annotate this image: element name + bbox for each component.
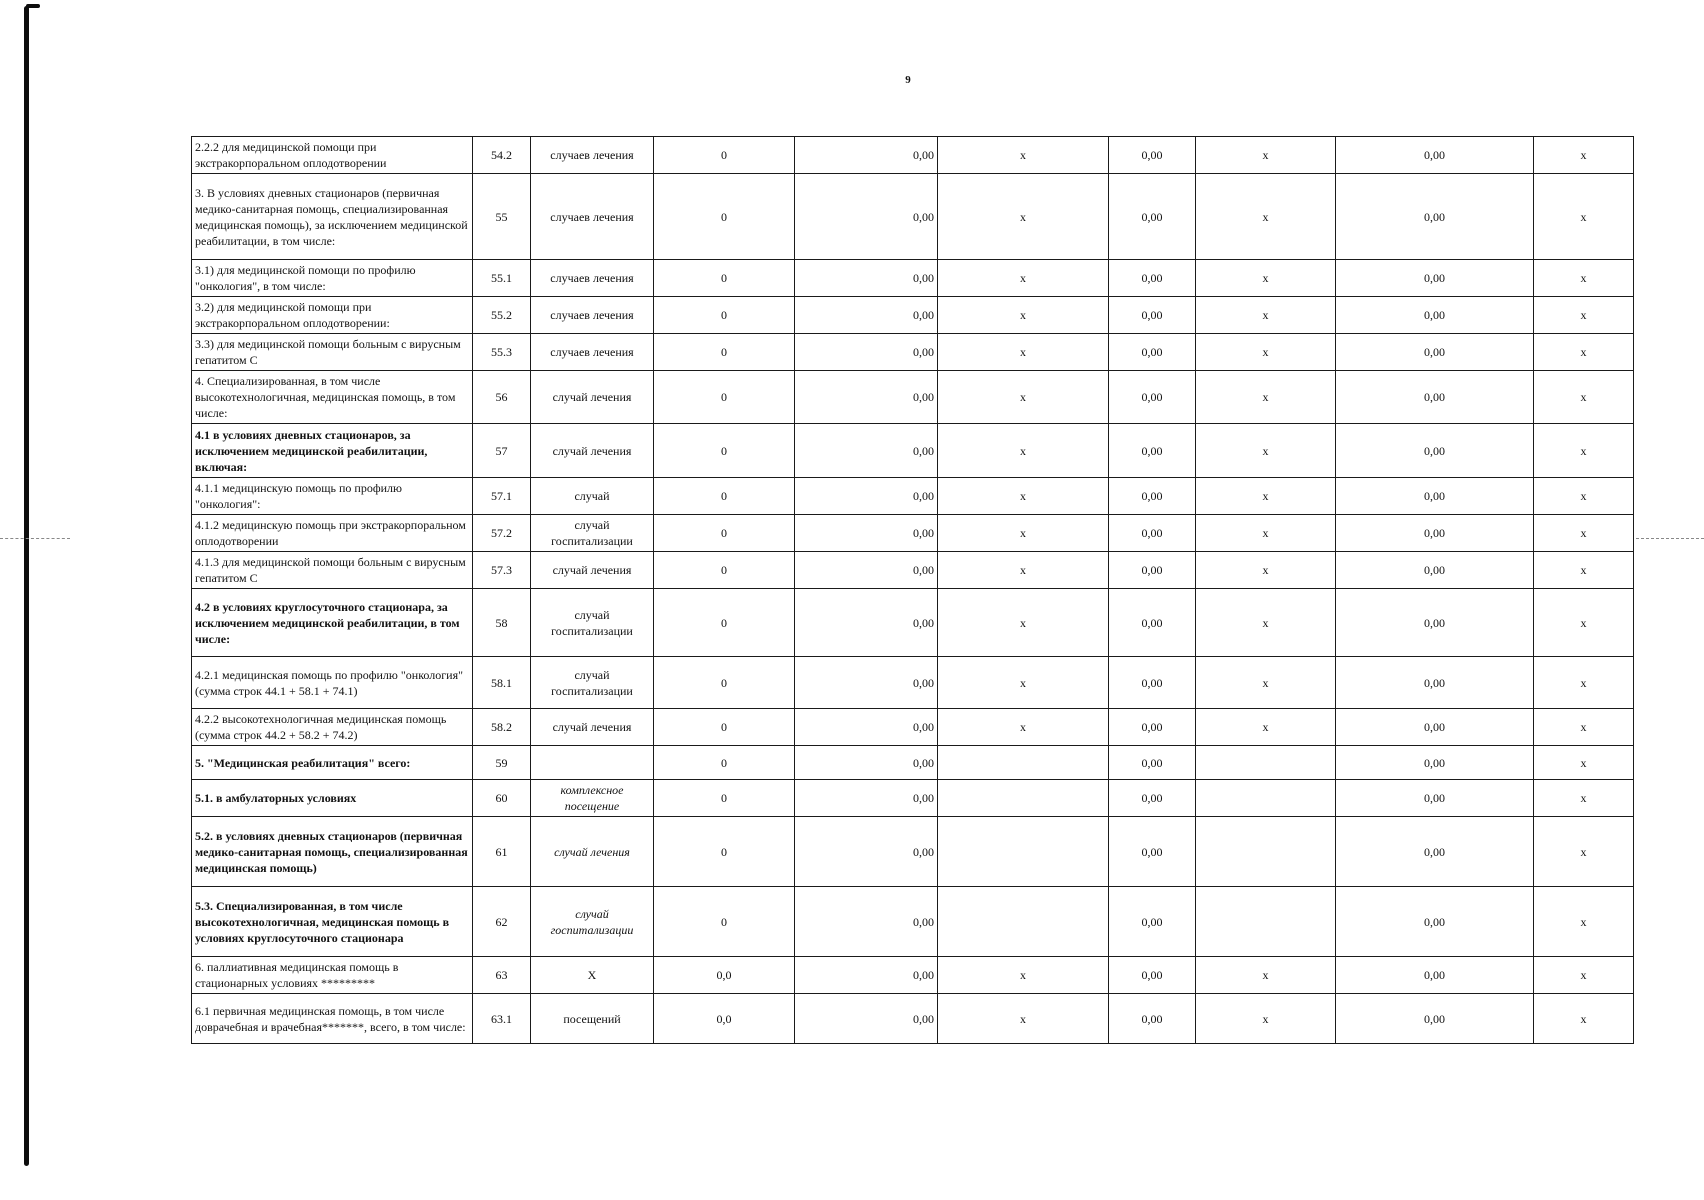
row-volume-cell: 0 <box>654 260 795 297</box>
row-cost-cell: 0,00 <box>795 371 938 424</box>
row-code-cell: 54.2 <box>473 137 531 174</box>
row-volume-cell: 0 <box>654 137 795 174</box>
row-name-cell: 4.1.3 для медицинской помощи больным с вирусным гепатитом С <box>192 552 473 589</box>
row-unit-cell: случай лечения <box>531 371 654 424</box>
row-norm-volume-cell <box>938 887 1109 957</box>
row-total-cell: 0,00 <box>1336 994 1534 1044</box>
row-value-cell: 0,00 <box>1109 887 1196 957</box>
row-name-cell: 4.2.1 медицинская помощь по профилю "онкология" (сумма строк 44.1 + 58.1 + 74.1) <box>192 657 473 709</box>
row-unit-cell: случай <box>531 478 654 515</box>
row-name-cell: 3.3) для медицинской помощи больным с вирусным гепатитом С <box>192 334 473 371</box>
row-value-cell: 0,00 <box>1109 780 1196 817</box>
row-norm-volume-cell: х <box>938 478 1109 515</box>
row-norm-volume-cell: х <box>938 371 1109 424</box>
row-norm-cost-cell: х <box>1196 260 1336 297</box>
row-total-cell: 0,00 <box>1336 478 1534 515</box>
row-share-cell: х <box>1534 817 1634 887</box>
row-share-cell: х <box>1534 334 1634 371</box>
row-value-cell: 0,00 <box>1109 260 1196 297</box>
row-value-cell: 0,00 <box>1109 957 1196 994</box>
row-norm-cost-cell: х <box>1196 334 1336 371</box>
table-row <box>192 137 1634 174</box>
row-volume-cell: 0 <box>654 334 795 371</box>
table-row <box>192 515 1634 552</box>
row-total-cell: 0,00 <box>1336 817 1534 887</box>
table-row <box>192 297 1634 334</box>
row-norm-cost-cell: х <box>1196 957 1336 994</box>
row-unit-cell: посещений <box>531 994 654 1044</box>
row-norm-cost-cell: х <box>1196 709 1336 746</box>
row-unit-cell: Х <box>531 957 654 994</box>
row-share-cell: х <box>1534 887 1634 957</box>
row-norm-volume-cell <box>938 746 1109 780</box>
row-share-cell: х <box>1534 371 1634 424</box>
row-value-cell: 0,00 <box>1109 657 1196 709</box>
row-norm-cost-cell: х <box>1196 552 1336 589</box>
row-cost-cell: 0,00 <box>795 887 938 957</box>
row-name-cell: 4.2 в условиях круглосуточного стационара, за исключением медицинской реабилитации, в том числе: <box>192 589 473 657</box>
row-unit-cell: случай лечения <box>531 709 654 746</box>
row-value-cell: 0,00 <box>1109 478 1196 515</box>
row-volume-cell: 0 <box>654 174 795 260</box>
row-cost-cell: 0,00 <box>795 297 938 334</box>
row-unit-cell: случаев лечения <box>531 260 654 297</box>
row-norm-volume-cell: х <box>938 515 1109 552</box>
row-unit-cell: случай лечения <box>531 817 654 887</box>
row-volume-cell: 0 <box>654 478 795 515</box>
row-norm-cost-cell: х <box>1196 515 1336 552</box>
row-norm-volume-cell: х <box>938 137 1109 174</box>
row-total-cell: 0,00 <box>1336 371 1534 424</box>
row-volume-cell: 0 <box>654 371 795 424</box>
table-row <box>192 780 1634 817</box>
binding-mark-top <box>26 4 40 8</box>
row-name-cell: 5. "Медицинская реабилитация" всего: <box>192 746 473 780</box>
row-norm-cost-cell <box>1196 817 1336 887</box>
row-norm-volume-cell <box>938 780 1109 817</box>
table-row <box>192 957 1634 994</box>
row-value-cell: 0,00 <box>1109 552 1196 589</box>
row-cost-cell: 0,00 <box>795 957 938 994</box>
row-name-cell: 5.1. в амбулаторных условиях <box>192 780 473 817</box>
row-share-cell: х <box>1534 780 1634 817</box>
row-total-cell: 0,00 <box>1336 174 1534 260</box>
row-cost-cell: 0,00 <box>795 552 938 589</box>
row-unit-cell: случаев лечения <box>531 297 654 334</box>
row-value-cell: 0,00 <box>1109 137 1196 174</box>
row-cost-cell: 0,00 <box>795 817 938 887</box>
row-volume-cell: 0 <box>654 780 795 817</box>
row-total-cell: 0,00 <box>1336 887 1534 957</box>
row-code-cell: 62 <box>473 887 531 957</box>
table-row <box>192 260 1634 297</box>
row-share-cell: х <box>1534 297 1634 334</box>
row-total-cell: 0,00 <box>1336 334 1534 371</box>
row-name-cell: 6. паллиативная медицинская помощь в стационарных условиях ********* <box>192 957 473 994</box>
row-norm-cost-cell: х <box>1196 424 1336 478</box>
row-unit-cell: случай госпитализации <box>531 515 654 552</box>
row-share-cell: х <box>1534 994 1634 1044</box>
row-norm-volume-cell: х <box>938 994 1109 1044</box>
row-code-cell: 63.1 <box>473 994 531 1044</box>
row-volume-cell: 0 <box>654 817 795 887</box>
row-share-cell: х <box>1534 746 1634 780</box>
row-total-cell: 0,00 <box>1336 957 1534 994</box>
row-value-cell: 0,00 <box>1109 746 1196 780</box>
row-cost-cell: 0,00 <box>795 334 938 371</box>
table-row <box>192 657 1634 709</box>
row-unit-cell: случаев лечения <box>531 174 654 260</box>
row-code-cell: 60 <box>473 780 531 817</box>
row-norm-cost-cell: х <box>1196 297 1336 334</box>
row-unit-cell <box>531 746 654 780</box>
row-value-cell: 0,00 <box>1109 424 1196 478</box>
row-value-cell: 0,00 <box>1109 994 1196 1044</box>
table-row <box>192 552 1634 589</box>
row-norm-cost-cell: х <box>1196 174 1336 260</box>
row-total-cell: 0,00 <box>1336 515 1534 552</box>
row-name-cell: 3.2) для медицинской помощи при экстракорпоральном оплодотворении: <box>192 297 473 334</box>
row-cost-cell: 0,00 <box>795 174 938 260</box>
table-row <box>192 994 1634 1044</box>
row-code-cell: 58.2 <box>473 709 531 746</box>
table-row <box>192 371 1634 424</box>
data-table <box>191 136 1634 1044</box>
table-body <box>192 137 1634 1044</box>
row-share-cell: х <box>1534 552 1634 589</box>
row-cost-cell: 0,00 <box>795 478 938 515</box>
row-unit-cell: случай лечения <box>531 552 654 589</box>
row-name-cell: 6.1 первичная медицинская помощь, в том числе доврачебная и врачебная*******, всего, в том числе: <box>192 994 473 1044</box>
row-code-cell: 55 <box>473 174 531 260</box>
row-name-cell: 3.1) для медицинской помощи по профилю "онкология", в том числе: <box>192 260 473 297</box>
row-value-cell: 0,00 <box>1109 174 1196 260</box>
row-total-cell: 0,00 <box>1336 260 1534 297</box>
row-total-cell: 0,00 <box>1336 424 1534 478</box>
row-norm-volume-cell: х <box>938 334 1109 371</box>
row-norm-cost-cell: х <box>1196 478 1336 515</box>
row-value-cell: 0,00 <box>1109 709 1196 746</box>
row-volume-cell: 0 <box>654 552 795 589</box>
row-code-cell: 58 <box>473 589 531 657</box>
row-volume-cell: 0 <box>654 515 795 552</box>
row-code-cell: 57.3 <box>473 552 531 589</box>
row-share-cell: х <box>1534 478 1634 515</box>
table-row <box>192 334 1634 371</box>
row-volume-cell: 0,0 <box>654 957 795 994</box>
row-value-cell: 0,00 <box>1109 515 1196 552</box>
row-cost-cell: 0,00 <box>795 515 938 552</box>
row-code-cell: 58.1 <box>473 657 531 709</box>
row-norm-volume-cell: х <box>938 260 1109 297</box>
table-row <box>192 478 1634 515</box>
row-code-cell: 55.2 <box>473 297 531 334</box>
table-row <box>192 589 1634 657</box>
row-volume-cell: 0 <box>654 589 795 657</box>
scan-line-right <box>1636 538 1704 539</box>
row-code-cell: 57 <box>473 424 531 478</box>
table-row <box>192 817 1634 887</box>
row-volume-cell: 0 <box>654 424 795 478</box>
row-name-cell: 4.2.2 высокотехнологичная медицинская помощь (сумма строк 44.2 + 58.2 + 74.2) <box>192 709 473 746</box>
table-row <box>192 424 1634 478</box>
row-unit-cell: случай госпитализации <box>531 589 654 657</box>
row-cost-cell: 0,00 <box>795 589 938 657</box>
row-norm-cost-cell <box>1196 746 1336 780</box>
row-value-cell: 0,00 <box>1109 334 1196 371</box>
row-cost-cell: 0,00 <box>795 780 938 817</box>
row-norm-volume-cell: х <box>938 174 1109 260</box>
row-volume-cell: 0 <box>654 746 795 780</box>
row-norm-volume-cell: х <box>938 297 1109 334</box>
row-code-cell: 56 <box>473 371 531 424</box>
row-name-cell: 3. В условиях дневных стационаров (первичная медико-санитарная помощь, специализированная медицинская помощь), за исключением медицинской реабилитации, в том числе: <box>192 174 473 260</box>
row-norm-cost-cell: х <box>1196 371 1336 424</box>
row-name-cell: 4.1.2 медицинскую помощь при экстракорпоральном оплодотворении <box>192 515 473 552</box>
page-number: 9 <box>905 74 911 86</box>
row-share-cell: х <box>1534 657 1634 709</box>
row-value-cell: 0,00 <box>1109 817 1196 887</box>
row-name-cell: 5.3. Специализированная, в том числе высокотехнологичная, медицинская помощь в условиях круглосуточного стационара <box>192 887 473 957</box>
row-total-cell: 0,00 <box>1336 709 1534 746</box>
row-value-cell: 0,00 <box>1109 589 1196 657</box>
row-name-cell: 4.1.1 медицинскую помощь по профилю "онкология": <box>192 478 473 515</box>
row-share-cell: х <box>1534 957 1634 994</box>
row-norm-volume-cell <box>938 817 1109 887</box>
row-unit-cell: случай госпитализации <box>531 657 654 709</box>
table-row <box>192 746 1634 780</box>
table-row <box>192 709 1634 746</box>
row-norm-volume-cell: х <box>938 589 1109 657</box>
row-norm-volume-cell: х <box>938 709 1109 746</box>
row-volume-cell: 0 <box>654 297 795 334</box>
row-code-cell: 63 <box>473 957 531 994</box>
row-share-cell: х <box>1534 589 1634 657</box>
row-total-cell: 0,00 <box>1336 657 1534 709</box>
row-norm-cost-cell: х <box>1196 994 1336 1044</box>
row-share-cell: х <box>1534 137 1634 174</box>
row-share-cell: х <box>1534 424 1634 478</box>
row-code-cell: 55.1 <box>473 260 531 297</box>
row-code-cell: 57.1 <box>473 478 531 515</box>
binding-mark <box>24 6 29 1166</box>
row-norm-volume-cell: х <box>938 657 1109 709</box>
row-unit-cell: случай госпитализации <box>531 887 654 957</box>
row-unit-cell: случаев лечения <box>531 334 654 371</box>
row-volume-cell: 0,0 <box>654 994 795 1044</box>
row-cost-cell: 0,00 <box>795 260 938 297</box>
row-unit-cell: комплексное посещение <box>531 780 654 817</box>
row-norm-cost-cell: х <box>1196 657 1336 709</box>
row-unit-cell: случай лечения <box>531 424 654 478</box>
row-code-cell: 61 <box>473 817 531 887</box>
row-value-cell: 0,00 <box>1109 297 1196 334</box>
row-total-cell: 0,00 <box>1336 297 1534 334</box>
row-name-cell: 4.1 в условиях дневных стационаров, за исключением медицинской реабилитации, включая: <box>192 424 473 478</box>
row-share-cell: х <box>1534 174 1634 260</box>
row-norm-volume-cell: х <box>938 552 1109 589</box>
scan-line-left <box>0 538 70 539</box>
row-unit-cell: случаев лечения <box>531 137 654 174</box>
row-name-cell: 5.2. в условиях дневных стационаров (первичная медико-санитарная помощь, специализированная медицинская помощь) <box>192 817 473 887</box>
row-volume-cell: 0 <box>654 709 795 746</box>
row-share-cell: х <box>1534 260 1634 297</box>
row-total-cell: 0,00 <box>1336 746 1534 780</box>
row-cost-cell: 0,00 <box>795 746 938 780</box>
row-cost-cell: 0,00 <box>795 709 938 746</box>
row-norm-volume-cell: х <box>938 424 1109 478</box>
row-total-cell: 0,00 <box>1336 589 1534 657</box>
row-share-cell: х <box>1534 515 1634 552</box>
row-value-cell: 0,00 <box>1109 371 1196 424</box>
row-volume-cell: 0 <box>654 657 795 709</box>
row-cost-cell: 0,00 <box>795 994 938 1044</box>
row-cost-cell: 0,00 <box>795 137 938 174</box>
row-cost-cell: 0,00 <box>795 424 938 478</box>
row-total-cell: 0,00 <box>1336 780 1534 817</box>
row-total-cell: 0,00 <box>1336 137 1534 174</box>
row-total-cell: 0,00 <box>1336 552 1534 589</box>
row-cost-cell: 0,00 <box>795 657 938 709</box>
row-code-cell: 59 <box>473 746 531 780</box>
row-norm-volume-cell: х <box>938 957 1109 994</box>
row-norm-cost-cell <box>1196 887 1336 957</box>
row-volume-cell: 0 <box>654 887 795 957</box>
row-norm-cost-cell: х <box>1196 589 1336 657</box>
table-row <box>192 174 1634 260</box>
row-norm-cost-cell: х <box>1196 137 1336 174</box>
row-code-cell: 57.2 <box>473 515 531 552</box>
row-name-cell: 4. Специализированная, в том числе высокотехнологичная, медицинская помощь, в том числе: <box>192 371 473 424</box>
row-name-cell: 2.2.2 для медицинской помощи при экстракорпоральном оплодотворении <box>192 137 473 174</box>
table-row <box>192 887 1634 957</box>
row-share-cell: х <box>1534 709 1634 746</box>
row-norm-cost-cell <box>1196 780 1336 817</box>
row-code-cell: 55.3 <box>473 334 531 371</box>
